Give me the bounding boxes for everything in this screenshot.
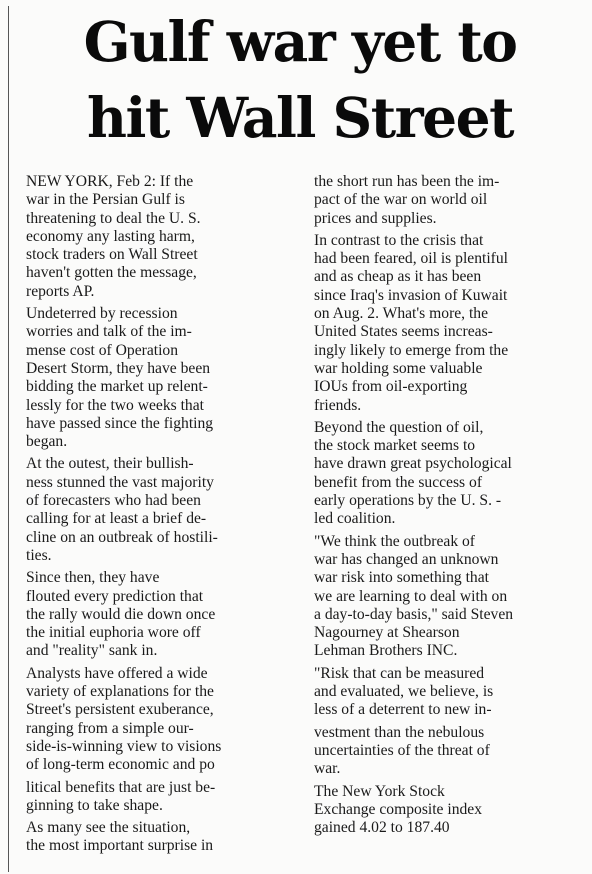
- article-line: war risk into something that: [314, 569, 489, 587]
- article-line: Beyond the question of oil,: [314, 418, 484, 436]
- article-line: early operations by the U. S. -: [314, 492, 502, 510]
- article-line: calling for at least a brief de-: [26, 510, 207, 528]
- column-rule: [8, 6, 9, 872]
- article-line: reports AP.: [26, 282, 95, 300]
- article-line: side-is-winning view to visions: [26, 737, 222, 755]
- article-line: of long-term economic and po: [26, 756, 215, 774]
- article-line: Exchange composite index: [314, 800, 483, 818]
- article-line: cline on an outbreak of hostili-: [26, 528, 218, 546]
- article-line: worries and talk of the im-: [26, 323, 192, 341]
- headline-line-1: Gulf war yet to: [83, 9, 517, 74]
- article-line: The New York Stock: [314, 782, 445, 800]
- article-line: At the outest, their bullish-: [26, 455, 194, 473]
- article-line: bidding the market up relent-: [26, 378, 208, 396]
- article-column-right: [314, 173, 580, 837]
- article-line: Street's persistent exuberance,: [26, 701, 214, 719]
- article-line: haven't gotten the message,: [26, 264, 197, 282]
- article-column-left: [26, 173, 288, 856]
- article-line: gained 4.02 to 187.40: [314, 819, 450, 837]
- article-line: stock traders on Wall Street: [26, 246, 198, 264]
- article-line: Desert Storm, they have been: [26, 359, 211, 377]
- article-line: on Aug. 2. What's more, the: [314, 305, 489, 323]
- article-line: had been feared, oil is plentiful: [314, 250, 508, 268]
- article-line: the stock market seems to: [314, 437, 476, 455]
- article-line: Lehman Brothers INC.: [314, 642, 458, 660]
- article-line: Nagourney at Shearson: [314, 624, 460, 642]
- article-line: benefit from the success of: [314, 473, 483, 491]
- article-line: "Risk that can be measured: [314, 664, 485, 682]
- article-line: war in the Persian Gulf is: [26, 191, 185, 209]
- article-line: ness stunned the vast majority: [26, 473, 214, 491]
- article-line: have drawn great psychological: [314, 455, 512, 473]
- article-line: United States seems increas-: [314, 323, 493, 341]
- article-line: prices and supplies.: [314, 209, 437, 227]
- article-line: Analysts have offered a wide: [26, 664, 208, 682]
- article-line: war holding some valuable: [314, 359, 483, 377]
- article-line: Undeterred by recession: [26, 305, 178, 323]
- article-line: As many see the situation,: [26, 819, 191, 837]
- article-line: the initial euphoria wore off: [26, 624, 201, 642]
- article-line: the rally would die down once: [26, 605, 216, 623]
- article-line: ingly likely to emerge from the: [314, 341, 509, 359]
- article-line: flouted every prediction that: [26, 587, 204, 605]
- article-line: and evaluated, we believe, is: [314, 683, 494, 701]
- article-line: and as cheap as it has been: [314, 268, 482, 286]
- article-line: litical benefits that are just be-: [26, 778, 216, 796]
- article-line: ranging from a simple our-: [26, 719, 194, 737]
- article-line: variety of explanations for the: [26, 683, 214, 701]
- article-line: friends.: [314, 396, 362, 414]
- article-line: ginning to take shape.: [26, 796, 163, 814]
- article-line: the short run has been the im-: [314, 173, 500, 190]
- article-line: lessly for the two weeks that: [26, 396, 204, 414]
- article-line: ties.: [26, 546, 52, 564]
- article-line: In contrast to the crisis that: [314, 231, 484, 249]
- headline-line-2: hit Wall Street: [87, 85, 513, 150]
- article-line: began.: [26, 433, 68, 451]
- article-line: since Iraq's invasion of Kuwait: [314, 286, 508, 304]
- article-line: the most important surprise in: [26, 837, 214, 855]
- article-line: led coalition.: [314, 510, 396, 528]
- article-line: a day-to-day basis," said Steven: [314, 605, 514, 623]
- article-line: mense cost of Operation: [26, 341, 178, 359]
- article-line: of forecasters who had been: [26, 492, 201, 510]
- article-line: and "reality" sank in.: [26, 642, 158, 660]
- article-line: IOUs from oil-exporting: [314, 378, 468, 396]
- article-line: less of a deterrent to new in-: [314, 701, 492, 719]
- article-line: NEW YORK, Feb 2: If the: [26, 173, 194, 190]
- headline: [14, 4, 586, 156]
- article-line: we are learning to deal with on: [314, 587, 508, 605]
- article-line: Since then, they have: [26, 569, 160, 587]
- article-line: "We think the outbreak of: [314, 532, 476, 550]
- article-line: economy any lasting harm,: [26, 227, 195, 245]
- article-line: have passed since the fighting: [26, 414, 214, 432]
- article-line: war has changed an unknown: [314, 550, 499, 568]
- article-line: threatening to deal the U. S.: [26, 209, 201, 227]
- article-line: uncertainties of the threat of: [314, 741, 490, 759]
- article-line: war.: [314, 760, 341, 778]
- article-line: vestment than the nebulous: [314, 723, 485, 741]
- article-line: pact of the war on world oil: [314, 191, 488, 209]
